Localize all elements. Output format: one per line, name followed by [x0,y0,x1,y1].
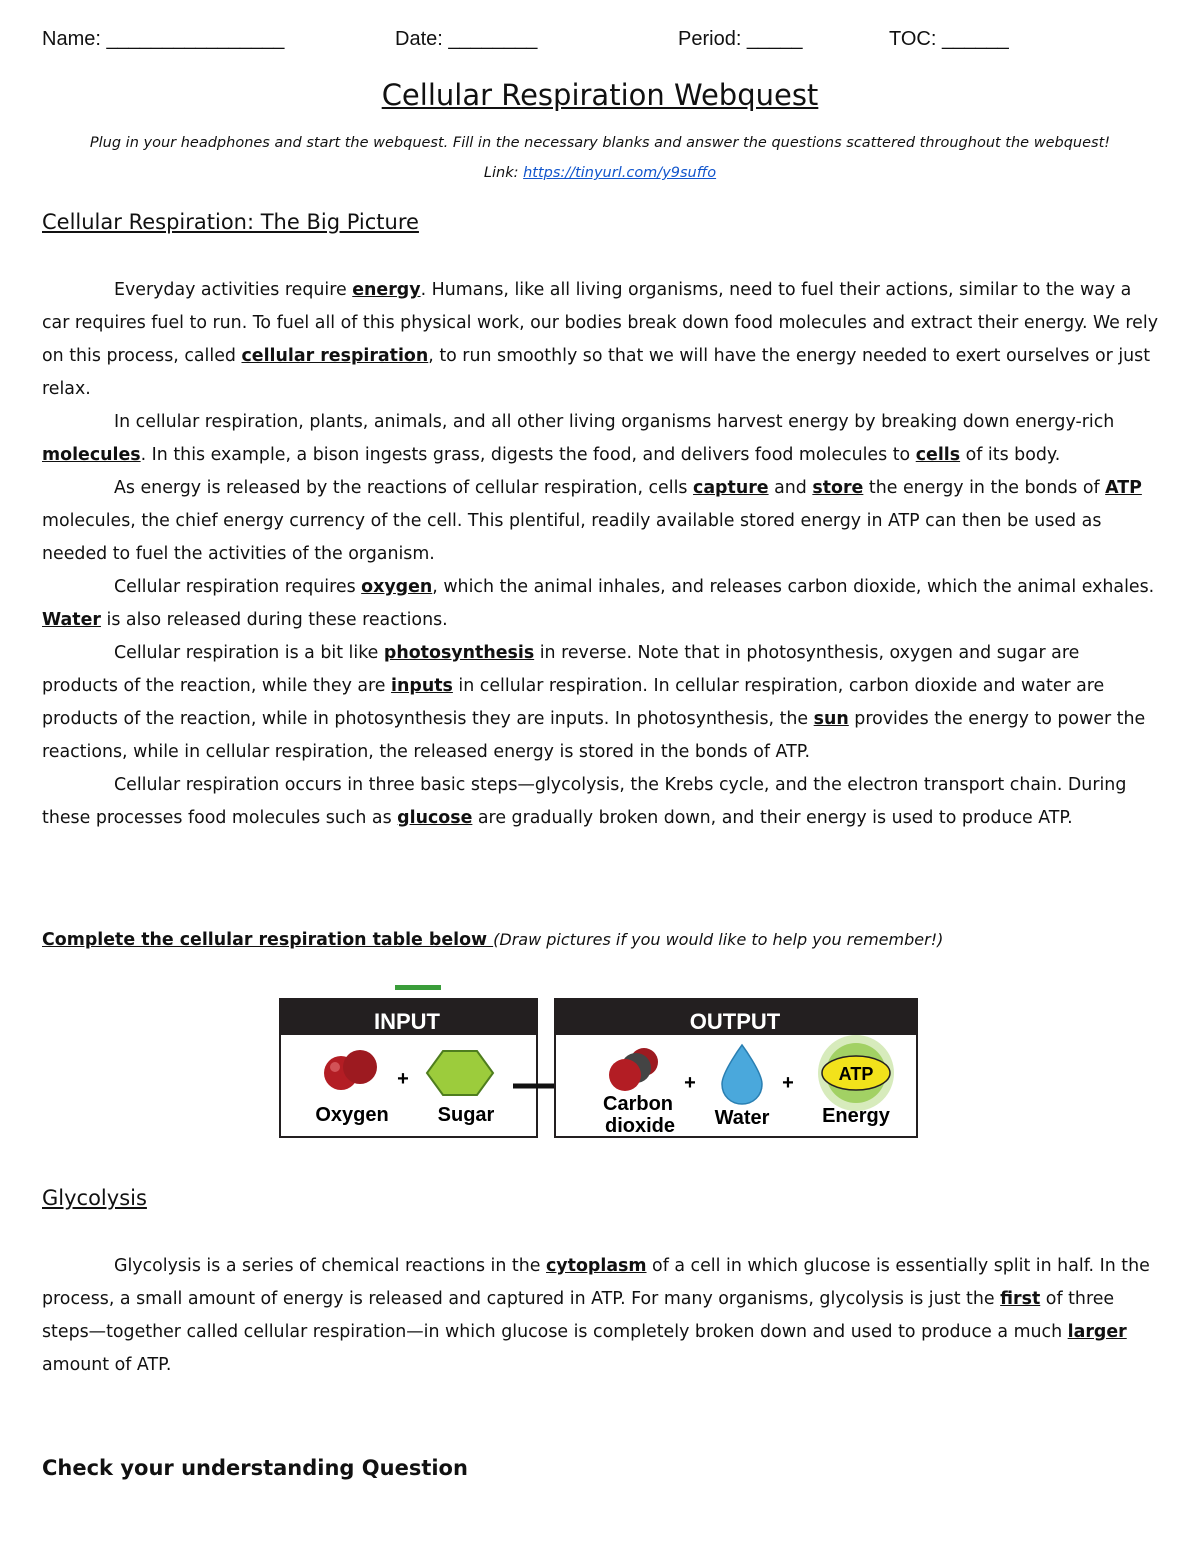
link-label: Link: [483,165,519,181]
webquest-link[interactable]: https://tinyurl.com/y9suffo [523,165,717,181]
name-field[interactable]: Name: ________________ [42,28,285,50]
blank-glucose: glucose [397,808,473,828]
co2-oxygen-front [609,1059,641,1091]
blank-oxygen: oxygen [361,577,433,597]
blank-cells: cells [915,445,961,465]
paragraph-2: In cellular respiration, plants, animals, and all other living organisms harvest energy by breaking down energy-rich molecules. In this example, a bison ingests grass, digests the food, and delivers food molecules to cells of its body. [42,412,1115,465]
blank-photosynthesis: photosynthesis [383,643,535,663]
green-tab-mark [395,985,441,990]
atp-badge-label: ATP [838,1064,874,1084]
blank-sun: sun [813,709,849,729]
link-line [20,158,1180,188]
paragraph-6: Cellular respiration occurs in three basic steps—glycolysis, the Krebs cycle, and the electron transport chain. During these processes food molecules such as glucose are gradually broken down, and their energy is used to produce ATP. [42,775,1127,828]
oxygen-label: Oxygen [315,1104,389,1126]
energy-label: Energy [822,1105,890,1127]
glycolysis-paragraph: Glycolysis is a series of chemical reactions in the cytoplasm of a cell in which glucose is essentially split in half. In the process, a small amount of energy is released and captured in ATP. For many organisms, glycolysis is just the first of three steps—together called cellular respiration—in which glucose is completely broken down and used to produce a much larger amount of ATP. [42,1256,1150,1375]
blank-store: store [812,478,864,498]
sugar-label: Sugar [437,1104,495,1126]
blank-atp: ATP [1105,478,1142,498]
section-heading-big-picture: Cellular Respiration: The Big Picture [42,210,419,234]
table-caption [42,930,1162,950]
header-row [42,28,1162,56]
paragraph-4: Cellular respiration requires oxygen, which the animal inhales, and releases carbon dioxide, which the animal exhales. Water is also released during these reactions. [42,577,1155,630]
water-label: Water [714,1107,770,1129]
page-title: Cellular Respiration Webquest [381,78,819,112]
instructions [20,128,1180,188]
blank-inputs: inputs [391,676,453,696]
input-header: INPUT [374,1009,440,1034]
blank-molecules: molecules [42,445,141,465]
table-caption-italic: (Draw pictures if you would like to help you remember!) [493,930,944,949]
blank-water: Water [42,610,101,630]
blank-energy: energy [352,280,421,300]
carbon-label: Carbon [603,1093,673,1115]
blank-larger: larger [1067,1322,1127,1342]
check-understanding-heading: Check your understanding Question [42,1456,468,1480]
table-caption-bold: Complete the cellular respiration table below [42,930,494,950]
period-field[interactable]: Period: _____ [678,28,803,50]
blank-capture: capture [693,478,769,498]
big-picture-text [42,274,1160,835]
oxygen-highlight [330,1062,340,1072]
instructions-text: Plug in your headphones and start the webquest. Fill in the necessary blanks and answer the questions scattered throughout the webquest! [89,135,1111,151]
output-header: OUTPUT [689,1009,781,1034]
plus-sign-1: + [397,1068,409,1090]
paragraph-5: Cellular respiration is a bit like photosynthesis in reverse. Note that in photosynthesis, oxygen and sugar are products of the reaction, while they are inputs in cellular respiration. In cellular respiration, carbon dioxide and water are products of the reaction, while in photosynthesis they are inputs. In photosynthesis, the sun provides the energy to power the reactions, while in cellular respiration, the released energy is stored in the bonds of ATP. [42,643,1146,762]
oxygen-atom-right [343,1050,377,1084]
blank-cytoplasm: cytoplasm [546,1256,647,1276]
plus-sign-2: + [684,1072,696,1094]
blank-first: first [1000,1289,1041,1309]
plus-sign-3: + [782,1072,794,1094]
paragraph-3: As energy is released by the reactions of cellular respiration, cells capture and store the energy in the bonds of ATP molecules, the chief energy currency of the cell. This plentiful, readily available stored energy in ATP can then be used as needed to fuel the activities of the organism. [42,478,1142,564]
glycolysis-text [42,1250,1160,1382]
section-heading-glycolysis: Glycolysis [42,1186,147,1210]
blank-cellular-respiration: cellular respiration [241,346,429,366]
paragraph-1: Everyday activities require energy. Humans, like all living organisms, need to fuel their actions, similar to the way a car requires fuel to run. To fuel all of this physical work, our bodies break down food molecules and extract their energy. We rely on this process, called cellular respiration, to run smoothly so that we will have the energy needed to exert ourselves or just relax. [42,280,1159,399]
toc-field[interactable]: TOC: ______ [889,28,1009,50]
dioxide-label: dioxide [604,1115,676,1137]
respiration-diagram [279,985,921,1141]
date-field[interactable]: Date: ________ [395,28,538,50]
